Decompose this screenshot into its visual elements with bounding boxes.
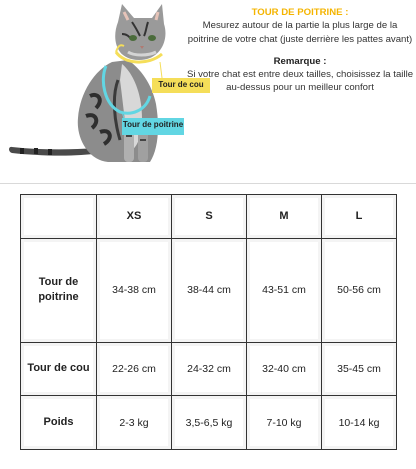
table-cell: 32-40 cm (247, 342, 322, 396)
table-row (21, 342, 397, 396)
table-header-row (21, 195, 397, 239)
size-header-l: L (322, 195, 397, 239)
corner-cell (21, 195, 97, 239)
sizing-guide-header (0, 0, 416, 183)
row-label-weight: Poids (21, 396, 97, 450)
table-cell: 7-10 kg (247, 396, 322, 450)
neck-label: Tour de cou (152, 78, 210, 93)
table-cell: 2-3 kg (97, 396, 172, 450)
row-label-neck: Tour de cou (21, 342, 97, 396)
remark-title: Remarque : (273, 55, 327, 67)
table-cell: 43-51 cm (247, 238, 322, 342)
table-row (21, 238, 397, 342)
row-label-chest: Tour de poitrine (21, 238, 97, 342)
table-row (21, 396, 397, 450)
remark-text: Si votre chat est entre deux tailles, choisissez la taille au-dessus pour un meilleur confort (186, 69, 414, 94)
table-cell: 22-26 cm (97, 342, 172, 396)
table-cell: 3,5-6,5 kg (172, 396, 247, 450)
section-divider (0, 183, 416, 184)
table-cell: 35-45 cm (322, 342, 397, 396)
measuring-instructions (186, 6, 414, 95)
size-header-m: M (247, 195, 322, 239)
chest-instruction: Mesurez autour de la partie la plus large de la poitrine de votre chat (juste derrière les pattes avant) (187, 20, 413, 45)
table-cell: 38-44 cm (172, 238, 247, 342)
chest-label: Tour de poitrine (122, 118, 184, 135)
size-header-xs: XS (97, 195, 172, 239)
table-cell: 24-32 cm (172, 342, 247, 396)
chest-heading: TOUR DE POITRINE : (251, 7, 349, 18)
table-cell: 10-14 kg (322, 396, 397, 450)
table-cell: 34-38 cm (97, 238, 172, 342)
size-header-s: S (172, 195, 247, 239)
table-cell: 50-56 cm (322, 238, 397, 342)
size-chart-table (20, 194, 397, 450)
